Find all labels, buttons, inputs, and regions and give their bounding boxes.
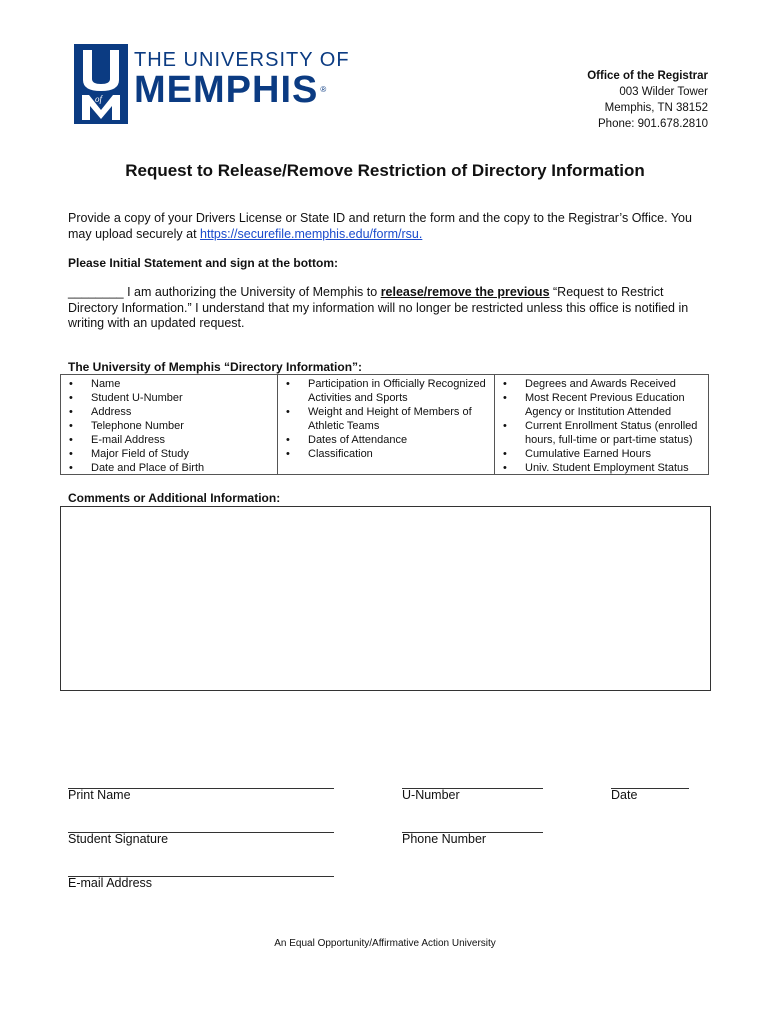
directory-info-heading: The University of Memphis “Directory Information”: xyxy=(68,360,363,374)
comments-textarea[interactable] xyxy=(60,506,711,691)
wordmark-line2 xyxy=(134,70,350,110)
directory-item: • Student U-Number xyxy=(61,391,277,405)
wordmark-line1: THE UNIVERSITY OF xyxy=(134,49,350,71)
university-wordmark xyxy=(134,50,350,110)
directory-item: • Address xyxy=(61,405,277,419)
initial-statement-heading: Please Initial Statement and sign at the bottom: xyxy=(68,256,339,270)
student-signature-label: Student Signature xyxy=(68,832,169,846)
initial-blank[interactable]: ________ xyxy=(68,285,124,299)
print-name-label: Print Name xyxy=(68,788,131,802)
statement-part1: I am authorizing the University of Memphis to xyxy=(123,285,381,299)
directory-item: • Telephone Number xyxy=(61,419,277,433)
registered-mark: ® xyxy=(320,85,328,94)
office-line2: Memphis, TN 38152 xyxy=(604,102,708,114)
office-address xyxy=(587,68,708,132)
intro-paragraph xyxy=(68,210,708,242)
directory-item: • Name xyxy=(61,377,277,391)
form-title: Request to Release/Remove Restriction of Directory Information xyxy=(125,161,645,180)
wordmark-name: MEMPHIS xyxy=(134,69,319,111)
email-address-label: E-mail Address xyxy=(68,876,153,890)
authorization-statement xyxy=(68,285,708,332)
directory-item: • Current Enrollment Status (enrolled hours, full-time or part-time status) xyxy=(495,419,708,447)
directory-item: • Degrees and Awards Received xyxy=(495,377,708,391)
directory-item: • Classification xyxy=(278,447,494,461)
date-label: Date xyxy=(611,788,638,802)
directory-item: • Weight and Height of Members of Athletic Teams xyxy=(278,405,494,433)
directory-item: • Univ. Student Employment Status xyxy=(495,461,708,475)
phone-number-label: Phone Number xyxy=(402,832,487,846)
footer-eeo-statement: An Equal Opportunity/Affirmative Action University xyxy=(274,938,496,949)
directory-info-table xyxy=(60,374,709,475)
statement-emphasis: release/remove the previous xyxy=(380,285,550,299)
u-number-label: U-Number xyxy=(402,788,460,802)
office-phone: Phone: 901.678.2810 xyxy=(598,118,708,130)
office-title: Office of the Registrar xyxy=(587,70,708,82)
svg-text:of: of xyxy=(95,94,103,104)
directory-column-3 xyxy=(494,375,708,474)
directory-item: • Most Recent Previous Education Agency or Institution Attended xyxy=(495,391,708,419)
upload-link[interactable]: https://securefile.memphis.edu/form/rsu. xyxy=(200,227,423,241)
directory-item: • Date and Place of Birth xyxy=(61,461,277,475)
directory-item: • Participation in Officially Recognized Activities and Sports xyxy=(278,377,494,405)
statement-part2: “Request to Restrict Directory Information.” I understand that my information will no longer be restricted unless this office is notified in writing with an updated request. xyxy=(68,285,689,330)
directory-column-2 xyxy=(277,375,494,474)
university-logo xyxy=(74,44,128,124)
intro-text: Provide a copy of your Drivers License or State ID and return the form and the copy to the Registrar’s Office. You may upload securely at xyxy=(68,211,692,241)
directory-column-1 xyxy=(61,375,277,474)
directory-item: • Major Field of Study xyxy=(61,447,277,461)
directory-item: • E-mail Address xyxy=(61,433,277,447)
directory-item: • Dates of Attendance xyxy=(278,433,494,447)
comments-heading: Comments or Additional Information: xyxy=(68,491,281,505)
directory-item: • Cumulative Earned Hours xyxy=(495,447,708,461)
office-line1: 003 Wilder Tower xyxy=(619,86,708,98)
